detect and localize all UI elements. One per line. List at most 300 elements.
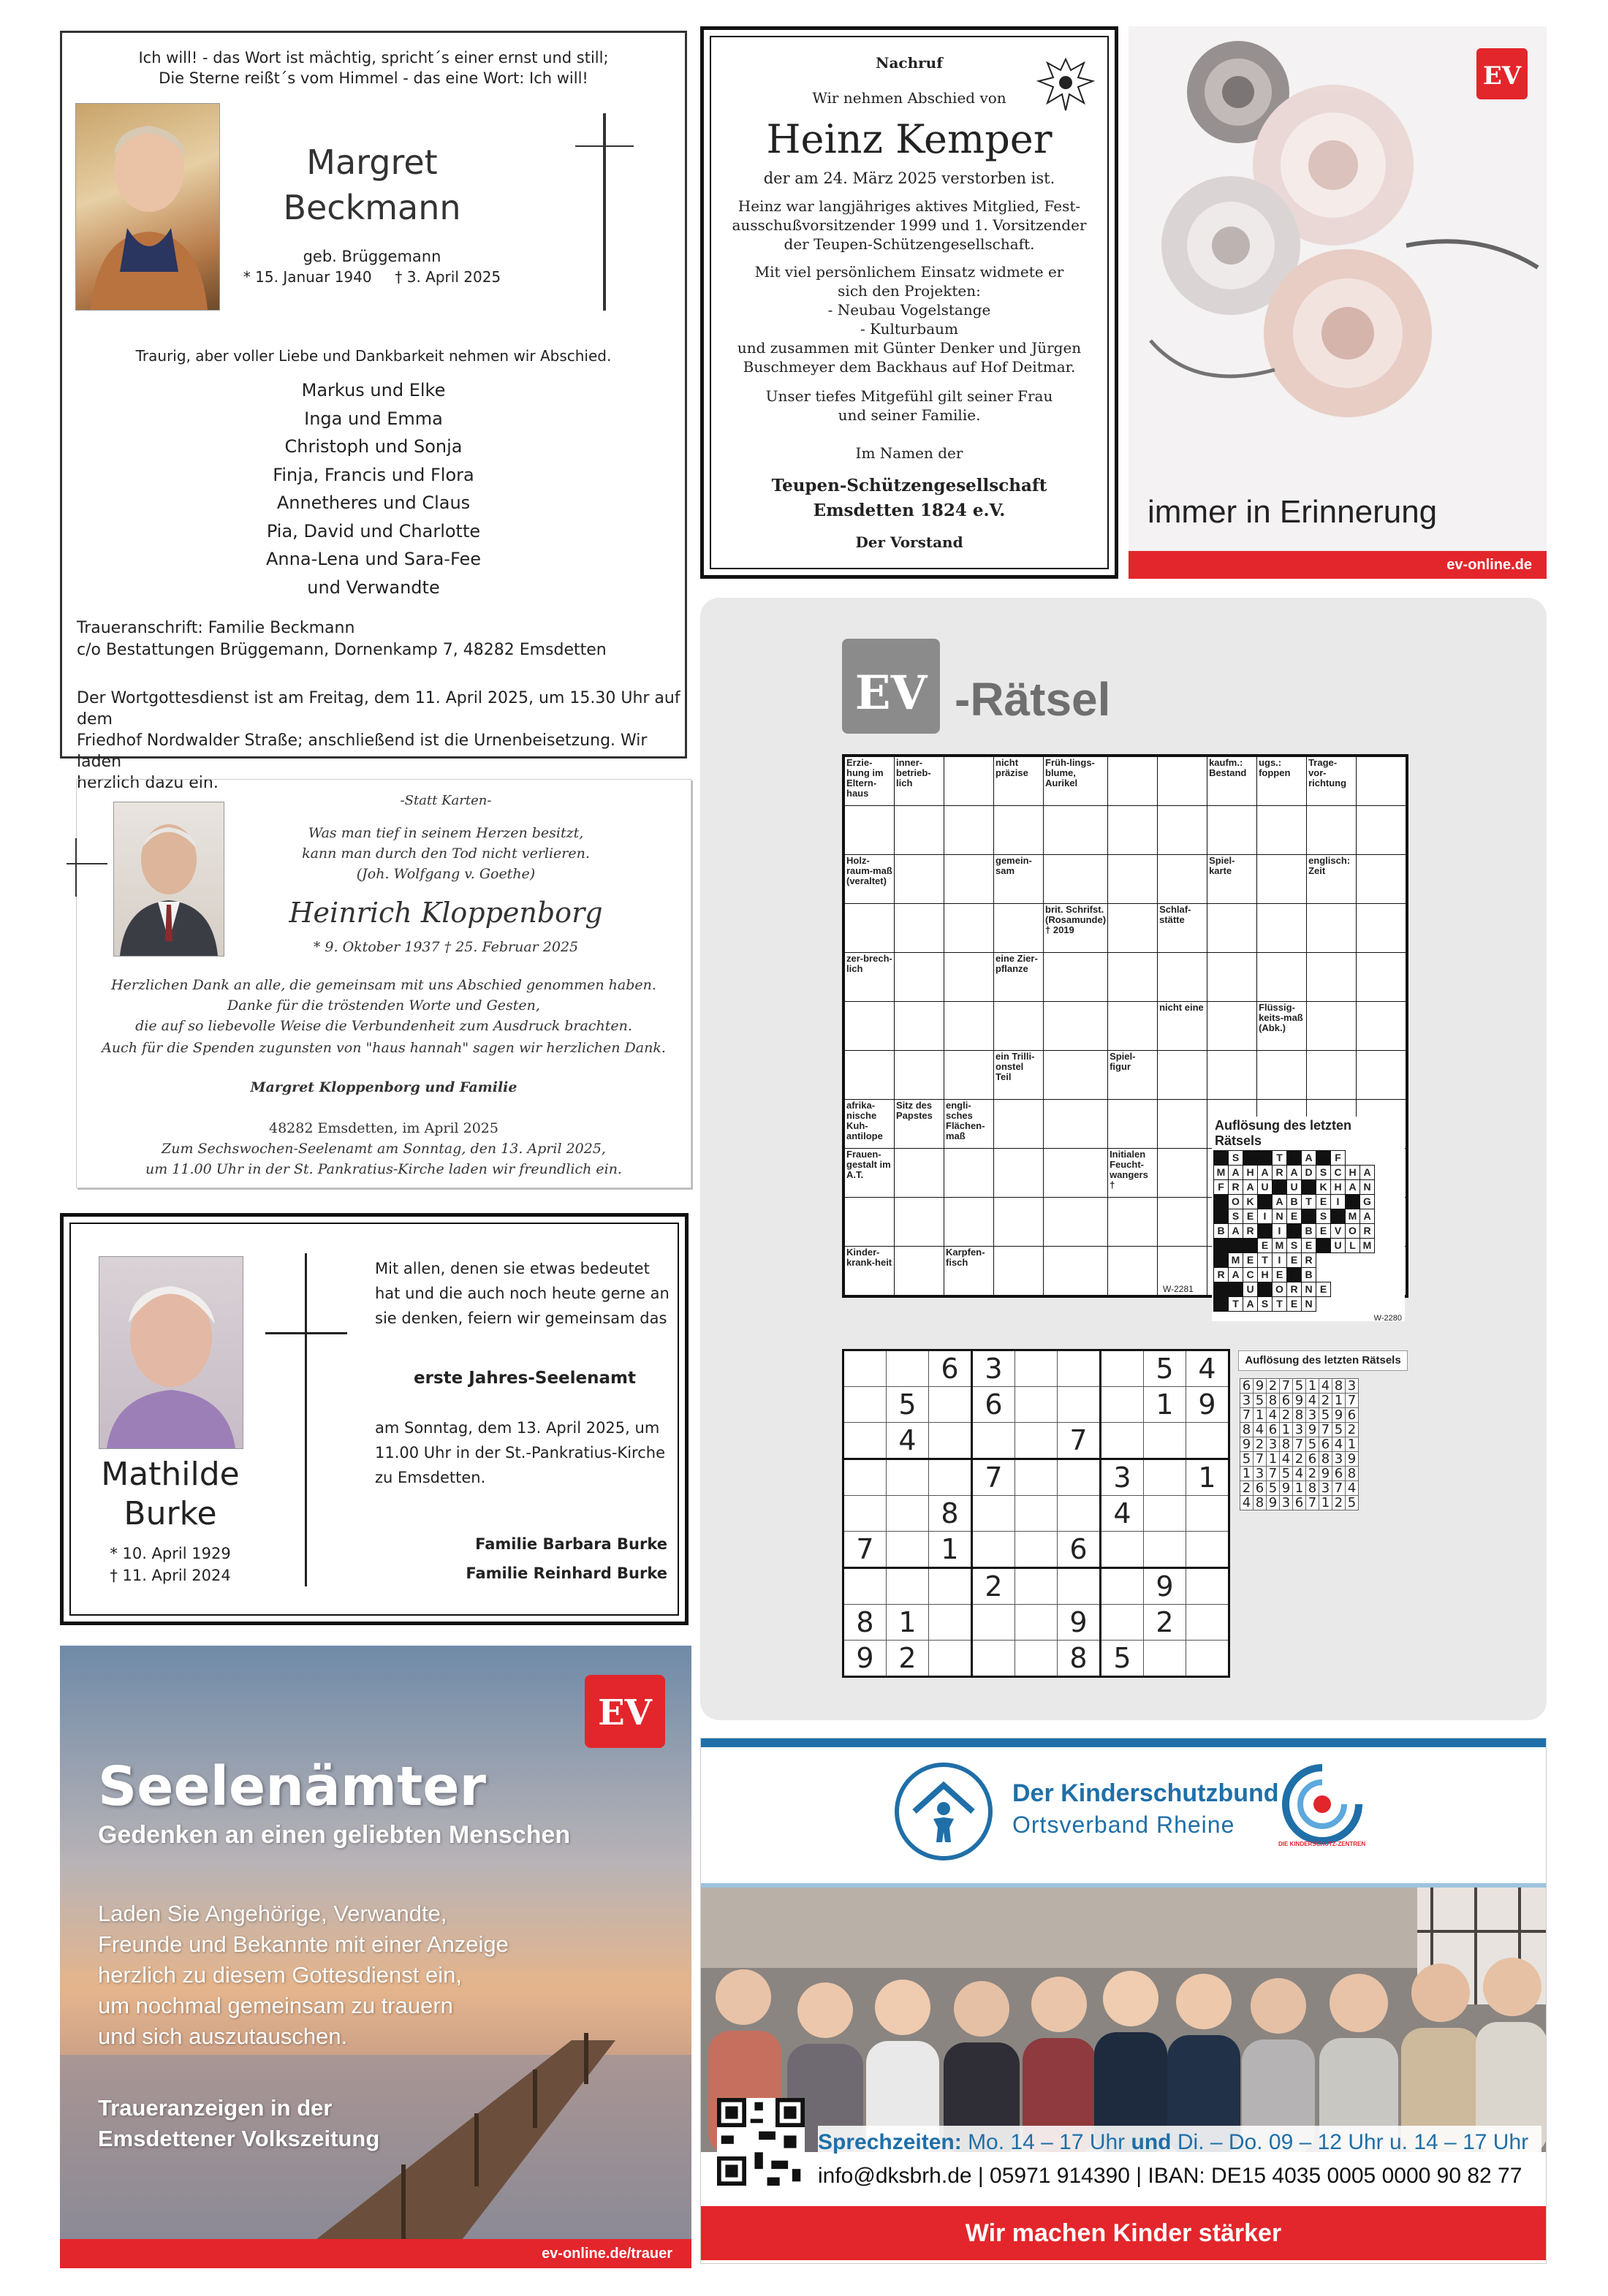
sudoku-cell[interactable] [1144,1496,1186,1532]
sudoku-cell: 5 [1101,1641,1144,1677]
sudoku-solution-cell: 4 [1240,1496,1254,1510]
crossword-code: W-2281 [1163,1284,1194,1294]
solution-cell: E [1273,1268,1287,1282]
sudoku-cell[interactable] [929,1459,972,1496]
answer-cell[interactable] [1257,1051,1307,1100]
quote-line: kann man durch den Tod nicht verlieren. [302,845,590,862]
sudoku-cell[interactable] [1144,1423,1186,1459]
solution-row [1214,1195,1375,1209]
sudoku-cell[interactable] [887,1496,929,1532]
answer-cell[interactable] [1044,1247,1108,1296]
sudoku-cell[interactable] [1015,1605,1058,1641]
sudoku-cell: 7 [843,1532,887,1568]
answer-cell[interactable] [944,904,994,953]
answer-cell[interactable] [1307,806,1357,855]
sudoku-cell[interactable] [1144,1641,1186,1677]
clue-cell: afrika-nische Kuh-antilope [845,1100,895,1149]
solution-cell: E [1287,1253,1302,1268]
sudoku-solution-cell: 7 [1254,1452,1267,1467]
sudoku-solution-cell: 8 [1293,1408,1306,1423]
solution-cell: R [1229,1180,1243,1195]
sudoku-solution-cell: 1 [1332,1394,1346,1408]
answer-cell[interactable] [1257,904,1307,953]
sudoku-solution-cell: 9 [1293,1394,1306,1408]
answer-cell[interactable] [994,806,1044,855]
solution-cell [1214,1151,1229,1166]
sudoku-solution-cell: 9 [1254,1379,1267,1394]
solution-row [1214,1180,1375,1195]
solution-cell [1214,1195,1229,1209]
sudoku-solution-cell: 7 [1319,1423,1332,1437]
answer-cell[interactable] [1357,806,1406,855]
sudoku-solution-cell: 7 [1267,1467,1280,1481]
clue-cell: Karpfen-fisch [944,1247,994,1296]
answer-cell[interactable] [1108,1198,1158,1247]
sudoku-solution-cell: 4 [1319,1379,1332,1394]
sudoku-cell[interactable] [1015,1568,1058,1605]
sudoku-cell[interactable] [972,1605,1015,1641]
answer-cell[interactable] [1044,806,1108,855]
sudoku-cell[interactable] [1058,1568,1101,1605]
solution-cell [1214,1209,1229,1224]
body-line: und sich auszutauschen. [98,2023,348,2049]
text-line: am Sonntag, dem 13. April 2025, um [375,1419,660,1437]
sudoku-cell[interactable] [843,1350,887,1387]
ad-seelenaemter [60,1646,691,2268]
answer-cell[interactable] [895,1247,944,1296]
answer-cell[interactable] [1307,1051,1357,1100]
sudoku-solution-cell: 9 [1332,1408,1346,1423]
sudoku-solution-cell: 5 [1254,1394,1267,1408]
sudoku-solution-cell: 3 [1306,1408,1319,1423]
answer-cell[interactable] [994,1002,1044,1051]
org-branch: Ortsverband Rheine [1012,1812,1235,1838]
sudoku-solution-cell: 2 [1280,1408,1293,1423]
solution-cell: F [1214,1180,1229,1195]
answer-cell[interactable] [1108,953,1158,1002]
text-line: Mit allen, denen sie etwas bedeutet [375,1260,650,1277]
solution-cell: E [1316,1195,1331,1209]
sudoku-cell[interactable] [1186,1496,1229,1532]
sudoku-cell[interactable] [887,1568,929,1605]
answer-cell[interactable] [994,904,1044,953]
answer-cell[interactable] [1044,1198,1108,1247]
clue-cell: Spiel-karte [1207,855,1257,904]
sudoku-row [843,1459,1229,1496]
answer-cell[interactable] [1044,1149,1108,1198]
sudoku-cell[interactable] [972,1496,1015,1532]
verse-line-1: Ich will! - das Wort ist mächtig, spricht´s einer ernst und still; [138,49,609,66]
answer-cell[interactable] [944,757,994,806]
slogan-bar [701,2206,1546,2260]
sudoku-solution-cell: 2 [1254,1437,1267,1452]
solution-cell: U [1243,1282,1258,1297]
sudoku-solution-cell: 1 [1240,1467,1254,1481]
solution-row [1214,1268,1375,1282]
sudoku-cell[interactable] [843,1423,887,1459]
sudoku-cell[interactable] [1101,1605,1144,1641]
sudoku-cell[interactable] [843,1496,887,1532]
sudoku-cell[interactable] [1058,1459,1101,1496]
solution-cell [1316,1151,1331,1166]
answer-cell[interactable] [1257,855,1307,904]
answer-cell[interactable] [1307,904,1357,953]
ad-cta [98,2093,379,2154]
thanks-line: Auch für die Spenden zugunsten von "haus hannah" sagen wir herzlichen Dank. [102,1040,666,1056]
sudoku-solution-cell: 6 [1240,1379,1254,1394]
obituary-beckmann [60,31,687,792]
sudoku-cell[interactable] [843,1568,887,1605]
deceased-name: Heinz Kemper [766,116,1053,162]
answer-cell[interactable] [895,1002,944,1051]
clue-cell: Früh-lings-blume, Aurikel [1044,757,1108,806]
sudoku-cell[interactable] [1015,1496,1058,1532]
answer-cell[interactable] [1108,1100,1158,1149]
solution-cell: L [1346,1239,1360,1253]
ad-kinderschutzbund [700,1738,1547,2264]
url-link[interactable]: ev-online.de/trauer [542,2246,672,2262]
sudoku-cell[interactable] [887,1532,929,1568]
club-name-2: Emsdetten 1824 e.V. [813,501,1006,520]
sudoku-solution-cell: 3 [1240,1394,1254,1408]
answer-cell[interactable] [944,806,994,855]
service-line: Der Wortgottesdienst ist am Freitag, dem 11. April 2025, um 15.30 Uhr auf dem [77,689,680,729]
sudoku-solution-cell: 6 [1267,1423,1280,1437]
sudoku-cell: 4 [1101,1496,1144,1532]
death-date: † 11. April 2024 [110,1567,231,1584]
clue-cell: Initialen Feucht-wangers † [1108,1149,1158,1198]
answer-cell[interactable] [895,953,944,1002]
deceased-first-name: Margret [306,142,438,182]
sudoku-cell[interactable] [1186,1532,1229,1568]
answer-cell[interactable] [1158,855,1207,904]
sudoku-cell[interactable] [1186,1423,1229,1459]
answer-cell[interactable] [1158,757,1207,806]
answer-cell[interactable] [1158,1149,1207,1198]
answer-cell[interactable] [845,806,895,855]
answer-cell[interactable] [845,1002,895,1051]
address-line: c/o Bestattungen Brüggemann, Dornenkamp 7, 48282 Emsdetten [77,641,607,659]
solution-cell: A [1243,1180,1258,1195]
solution-cell: M [1360,1239,1375,1253]
answer-cell[interactable] [1357,1002,1406,1051]
puzzle-section [700,598,1547,1720]
answer-cell[interactable] [1357,757,1406,806]
sudoku-row [843,1496,1229,1532]
place-date: 48282 Emsdetten, im April 2025 [268,1120,498,1136]
sudoku-cell[interactable] [1058,1350,1101,1387]
solution-cell: I [1331,1195,1346,1209]
sudoku-solution-row [1240,1379,1359,1394]
answer-cell[interactable] [944,1051,994,1100]
crossword-row [845,757,1406,806]
answer-cell[interactable] [1307,1002,1357,1051]
deceased-name: Heinrich Kloppenborg [289,897,603,929]
family-line: Familie Barbara Burke [475,1535,667,1553]
answer-cell[interactable] [1108,1002,1158,1051]
answer-cell[interactable] [1108,806,1158,855]
answer-cell[interactable] [845,1051,895,1100]
sudoku-solution-cell: 8 [1254,1496,1267,1510]
url-link[interactable]: ev-online.de [1446,557,1532,573]
text-line: und seiner Familie. [838,406,981,424]
verse-line-2: Die Sterne reißt´s vom Himmel - das eine Wort: Ich will! [159,69,588,87]
answer-cell[interactable] [1108,855,1158,904]
list-item: Annetheres und Claus [276,493,471,513]
clue-cell: Schlaf-stätte [1158,904,1207,953]
sudoku-solution-cell: 2 [1306,1467,1319,1481]
sudoku-cell[interactable] [1015,1423,1058,1459]
sudoku-cell[interactable] [1015,1350,1058,1387]
sudoku-row [843,1532,1229,1568]
address-line: Traueranschrift: Familie Beckmann [77,619,355,637]
sudoku-cell[interactable] [1101,1423,1144,1459]
sudoku-solution-cell: 9 [1280,1481,1293,1496]
family-line: Familie Reinhard Burke [466,1565,667,1582]
answer-cell[interactable] [944,1149,994,1198]
solution-cell: M [1214,1166,1229,1180]
answer-cell[interactable] [1357,904,1406,953]
sudoku-cell[interactable] [1015,1532,1058,1568]
answer-cell[interactable] [1044,1002,1108,1051]
sudoku-solution-cell: 2 [1332,1496,1346,1510]
solution-cell: A [1258,1166,1273,1180]
solution-cell [1214,1282,1229,1297]
birth-date: * 10. April 1929 [110,1545,231,1562]
sudoku-solution-cell: 9 [1306,1423,1319,1437]
answer-cell[interactable] [1108,1247,1158,1296]
eagle-crest-icon [1033,52,1099,118]
answer-cell[interactable] [994,1247,1044,1296]
solution-cell: C [1331,1166,1346,1180]
sudoku-row [843,1423,1229,1459]
text-line: und zusammen mit Günter Denker und Jürgen [737,339,1082,357]
clue-cell: Spiel-figur [1108,1051,1158,1100]
sudoku-solution-cell: 3 [1254,1467,1267,1481]
answer-cell[interactable] [944,855,994,904]
list-item: Inga und Emma [304,408,443,429]
answer-cell[interactable] [845,904,895,953]
solution-cell [1258,1224,1273,1239]
sudoku-cell[interactable] [972,1423,1015,1459]
answer-cell[interactable] [1357,1051,1406,1100]
sudoku-cell[interactable] [972,1641,1015,1677]
answer-cell[interactable] [1158,1051,1207,1100]
sudoku-cell[interactable] [1015,1641,1058,1677]
sudoku-cell[interactable] [929,1568,972,1605]
sudoku-cell[interactable] [1101,1532,1144,1568]
sudoku-cell[interactable] [1186,1605,1229,1641]
thanks-line: die auf so liebevolle Weise die Verbundenheit zum Ausdruck brachten. [135,1018,632,1034]
answer-cell[interactable] [994,1149,1044,1198]
service-info [77,688,685,794]
sudoku-cell[interactable] [1144,1459,1186,1496]
solution-cell: H [1243,1166,1258,1180]
sudoku-solution-cell: 8 [1319,1452,1332,1467]
sudoku-cell[interactable] [1058,1387,1101,1423]
sudoku-solution-cell: 6 [1332,1467,1346,1481]
clue-cell: englisch: Zeit [1307,855,1357,904]
solution-cell: I [1273,1253,1287,1268]
answer-cell[interactable] [895,1051,944,1100]
answer-cell[interactable] [1357,855,1406,904]
solution-cell: N [1273,1209,1287,1224]
answer-cell[interactable] [845,1198,895,1247]
answer-cell[interactable] [1158,953,1207,1002]
answer-cell[interactable] [895,806,944,855]
answer-cell[interactable] [1207,904,1257,953]
answer-cell[interactable] [895,855,944,904]
answer-cell[interactable] [1158,1198,1207,1247]
heading: Nachruf [876,54,943,72]
sudoku-solution-cell: 1 [1254,1408,1267,1423]
answer-cell[interactable] [1044,1100,1108,1149]
solution-cell: N [1360,1180,1375,1195]
answer-cell[interactable] [994,1198,1044,1247]
text-line: sie denken, feiern wir gemeinsam das [375,1309,667,1327]
solution-cell: D [1302,1166,1316,1180]
kinderschutzbund-logo-icon [892,1760,995,1863]
sudoku-cell[interactable] [929,1605,972,1641]
sudoku-cell[interactable] [1186,1641,1229,1677]
solution-cell: U [1331,1239,1346,1253]
answer-cell[interactable] [1158,806,1207,855]
answer-cell[interactable] [994,1100,1044,1149]
text-line: Unser tiefes Mitgefühl gilt seiner Frau [765,387,1053,405]
sudoku-solution-title: Auflösung des letzten Rätsels [1238,1350,1408,1371]
sudoku-solution-cell: 1 [1267,1452,1280,1467]
thanks-line: Danke für die tröstenden Worte und Gesten, [227,997,540,1014]
sudoku-cell[interactable] [972,1532,1015,1568]
answer-cell[interactable] [1108,757,1158,806]
footer-bar [60,2239,691,2268]
answer-cell[interactable] [1158,1100,1207,1149]
farewell-intro: Traurig, aber voller Liebe und Dankbarkeit nehmen wir Abschied. [135,347,612,365]
answer-cell[interactable] [895,904,944,953]
sudoku-cell[interactable] [1015,1387,1058,1423]
sudoku-solution-cell: 7 [1306,1496,1319,1510]
last-name: Burke [124,1495,217,1532]
solution-cell: E [1302,1239,1316,1253]
service-line: Friedhof Nordwalder Straße; anschließend ist die Urnenbeisetzung. Wir laden [77,731,648,771]
sudoku-cell[interactable] [1015,1459,1058,1496]
answer-cell[interactable] [1357,953,1406,1002]
answer-cell[interactable] [1207,806,1257,855]
cross-icon [67,863,107,864]
sudoku-cell[interactable] [1101,1387,1144,1423]
answer-cell[interactable] [1207,953,1257,1002]
text-line: zu Emsdetten. [375,1469,486,1486]
text-line: Heinz war langjähriges aktives Mitglied, Fest- [737,197,1081,215]
org-name: Der Kinderschutzbund [1012,1779,1279,1807]
qr-code-icon[interactable] [717,2098,805,2186]
solution-cell: G [1360,1195,1375,1209]
previous-code: W-2280 [1373,1314,1402,1323]
sudoku-solution-cell: 9 [1319,1467,1332,1481]
body-line: um nochmal gemeinsam zu trauern [98,1993,453,2018]
solution-cell: O [1273,1282,1287,1297]
sudoku-cell[interactable] [843,1387,887,1423]
sudoku-solution-row [1240,1437,1359,1452]
sudoku-cell[interactable] [1058,1496,1101,1532]
answer-cell[interactable] [944,1002,994,1051]
sudoku-cell[interactable] [887,1350,929,1387]
sudoku-solution-cell: 5 [1332,1423,1346,1437]
solution-cell: T [1229,1297,1243,1312]
answer-cell[interactable] [944,1198,994,1247]
contact-line[interactable]: info@dksbrh.de | 05971 914390 | IBAN: DE15 4035 0005 0000 90 82 77 [818,2164,1522,2188]
sudoku-solution-cell: 5 [1280,1467,1293,1481]
sudoku-solution-cell: 2 [1267,1379,1280,1394]
answer-cell[interactable] [1207,1002,1257,1051]
text-line: - Neubau Vogelstange [827,301,991,319]
sudoku-cell[interactable] [929,1387,972,1423]
answer-cell[interactable] [1257,953,1307,1002]
answer-cell[interactable] [1108,904,1158,953]
sudoku-cell[interactable] [929,1423,972,1459]
crossword-row [845,1002,1406,1051]
answer-cell[interactable] [1257,806,1307,855]
sudoku-solution-row [1240,1408,1359,1423]
text-line: 11.00 Uhr in der St.-Pankratius-Kirche [375,1444,665,1461]
solution-cell: A [1287,1166,1302,1180]
answer-cell[interactable] [1044,855,1108,904]
clue-cell: Kinder-krank-heit [845,1247,895,1296]
sudoku-solution-cell: 7 [1280,1379,1293,1394]
solution-cell: T [1273,1151,1287,1166]
solution-cell [1302,1180,1316,1195]
answer-cell[interactable] [895,1149,944,1198]
sudoku-cell[interactable] [1186,1568,1229,1605]
sudoku-cell: 6 [1058,1532,1101,1568]
list-item: und Verwandte [307,577,440,598]
answer-cell[interactable] [1044,1051,1108,1100]
answer-cell[interactable] [1044,953,1108,1002]
sudoku-row [843,1641,1229,1677]
clue-cell: inner-betrieb-lich [895,757,944,806]
sudoku-cell: 1 [1144,1387,1186,1423]
answer-cell[interactable] [1207,1051,1257,1100]
sudoku-solution-cell: 8 [1306,1481,1319,1496]
solution-cell: O [1229,1195,1243,1209]
answer-cell[interactable] [1307,953,1357,1002]
service-line: herzlich dazu ein. [77,774,219,792]
sudoku-cell[interactable] [1144,1532,1186,1568]
solution-cell: K [1243,1195,1258,1209]
answer-cell[interactable] [944,953,994,1002]
sudoku-cell: 4 [887,1423,929,1459]
sudoku-cell[interactable] [887,1459,929,1496]
sudoku-solution-cell: 7 [1346,1394,1359,1408]
solution-cell: A [1229,1224,1243,1239]
obituary-burke [60,1213,689,1625]
sudoku-cell: 5 [1144,1350,1186,1387]
list-item: Markus und Elke [301,380,446,400]
clue-cell: gemein-sam [994,855,1044,904]
sudoku-cell[interactable] [1101,1350,1144,1387]
solution-row [1214,1166,1375,1180]
sudoku-cell[interactable] [843,1459,887,1496]
answer-cell[interactable] [895,1198,944,1247]
crossword-grid [842,754,1408,1323]
clue-cell: eine Zier-pflanze [994,953,1044,1002]
clue-cell: zer-brech-lich [845,953,895,1002]
life-dates [78,1543,262,1586]
sudoku-solution-cell: 1 [1319,1496,1332,1510]
previous-crossword-solution [1212,1117,1405,1321]
sudoku-cell[interactable] [1101,1568,1144,1605]
sudoku-cell[interactable] [929,1641,972,1677]
